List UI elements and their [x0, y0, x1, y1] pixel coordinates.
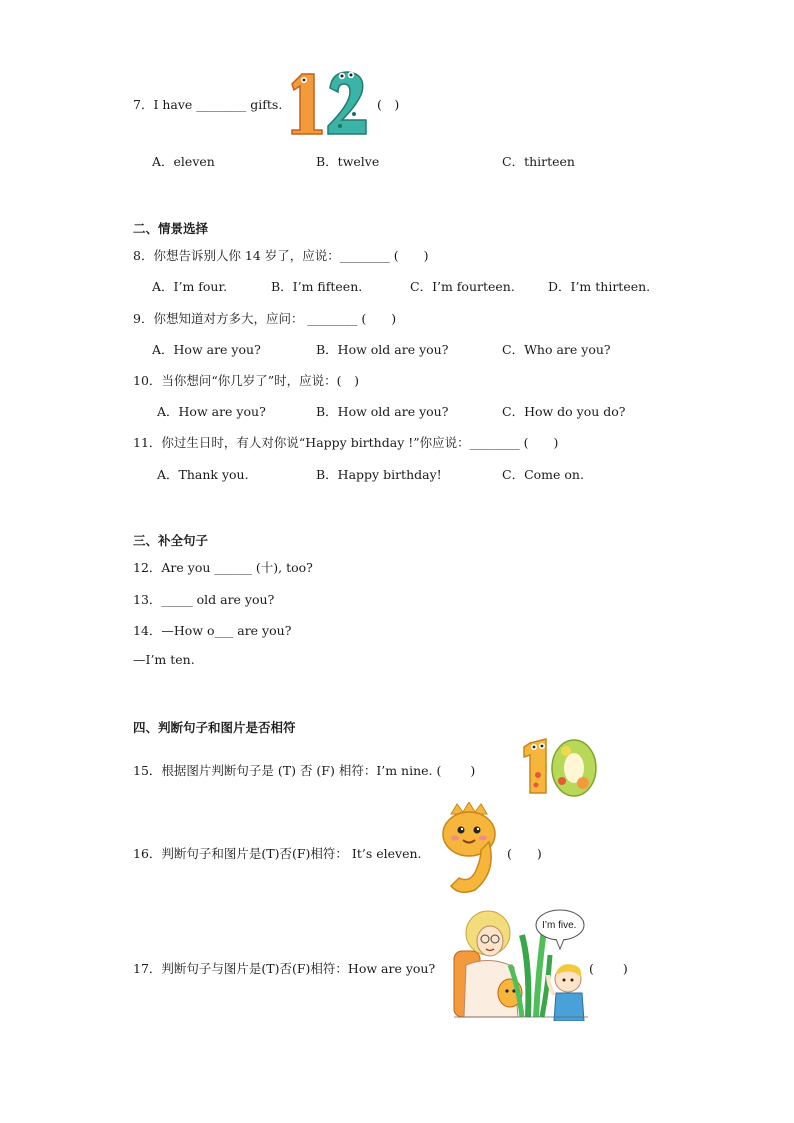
q8-stem: 8．你想告诉别人你 14 岁了，应说：________ ( ): [133, 248, 429, 263]
q10-stem: 10．当你想问“你几岁了”时，应说：( ): [133, 373, 359, 388]
q12-stem: 12．Are you ______ (十), too?: [133, 560, 313, 575]
q8-option-c: C．I’m fourteen.: [410, 279, 515, 294]
q11-option-a: A．Thank you.: [157, 467, 249, 482]
number-twelve-illustration: [288, 68, 372, 138]
q7-answer-paren: ( ): [377, 97, 400, 112]
q11-option-b: B．Happy birthday!: [316, 467, 442, 482]
q16-stem: 16．判断句子和图片是(T)否(F)相符： It’s eleven.: [133, 846, 422, 861]
q7-option-b: B．twelve: [316, 154, 380, 169]
q9-stem: 9．你想知道对方多大，应问： ________ ( ): [133, 311, 397, 326]
q17-answer-paren: ( ): [589, 961, 628, 976]
section-4-title: 四、判断句子和图片是否相符: [133, 720, 296, 735]
speech-bubble-text: I’m five.: [542, 920, 577, 931]
section-2-title: 二、情景选择: [133, 221, 209, 236]
section-3-title: 三、补全句子: [133, 533, 209, 548]
q8-option-a: A．I’m four.: [152, 279, 228, 294]
q10-option-b: B．How old are you?: [316, 404, 449, 419]
q14-stem: 14．—How o___ are you?: [133, 623, 292, 638]
q13-stem: 13．_____ old are you?: [133, 592, 275, 607]
q9-option-b: B．How old are you?: [316, 342, 449, 357]
q11-stem: 11．你过生日时，有人对你说“Happy birthday !”你应说：________ ( ): [133, 435, 559, 450]
q17-stem: 17．判断句子与图片是(T)否(F)相符：How are you?: [133, 961, 436, 976]
q9-option-a: A．How are you?: [152, 342, 261, 357]
q7-stem: 7．I have ________ gifts.: [133, 97, 283, 112]
q11-option-c: C．Come on.: [502, 467, 584, 482]
q8-option-d: D．I’m thirteen.: [548, 279, 651, 294]
number-nine-illustration: [437, 802, 501, 896]
number-ten-illustration: [520, 737, 598, 799]
q7-option-a: A．eleven: [152, 154, 215, 169]
q7-option-c: C．thirteen: [502, 154, 575, 169]
q8-option-b: B．I’m fifteen.: [271, 279, 363, 294]
q15-stem: 15．根据图片判断句子是 (T) 否 (F) 相符：I’m nine. ( ): [133, 763, 476, 778]
q10-option-c: C．How do you do?: [502, 404, 626, 419]
q10-option-a: A．How are you?: [157, 404, 266, 419]
q9-option-c: C．Who are you?: [502, 342, 611, 357]
q14-answer-line: —I’m ten.: [133, 652, 195, 667]
q16-answer-paren: ( ): [507, 846, 542, 861]
